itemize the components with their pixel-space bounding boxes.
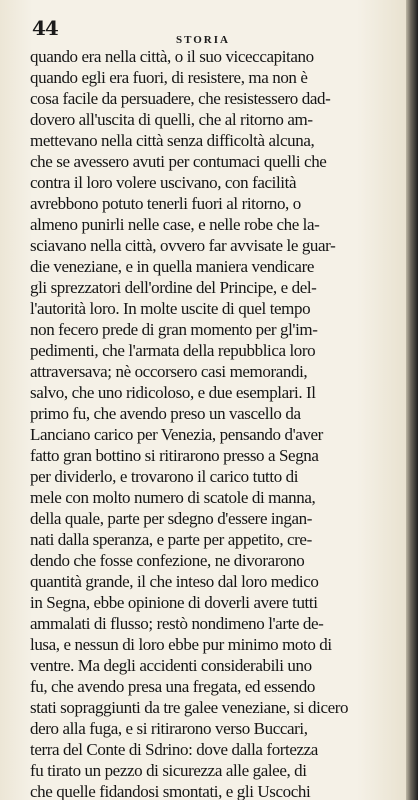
text-line: avrebbono potuto tenerli fuori al ritorno, o bbox=[30, 194, 301, 213]
text-line: per dividerlo, e trovarono il carico tutto di bbox=[30, 467, 299, 486]
page-edge-shadow bbox=[406, 0, 418, 800]
text-line: die veneziane, e in quella maniera vendicare bbox=[30, 257, 314, 276]
text-line: contra il loro volere uscivano, con facilità bbox=[30, 173, 297, 192]
text-line: quantità grande, il che inteso dal loro medico bbox=[30, 572, 319, 591]
text-line: mele con molto numero di scatole di manna, bbox=[30, 488, 316, 507]
body-text bbox=[30, 46, 406, 800]
text-line: almeno punirli nelle case, e nelle robe che la- bbox=[30, 215, 320, 234]
text-line: quando egli era fuori, di resistere, ma non è bbox=[30, 68, 308, 87]
text-line: attraversava; nè occorsero casi memorandi, bbox=[30, 362, 308, 381]
text-line: salvo, che uno ridicoloso, e due esemplari. Il bbox=[30, 383, 316, 402]
text-line: fatto gran bottino si ritirarono presso a Segna bbox=[30, 446, 319, 465]
text-line: quando era nella città, o il suo viceccapitano bbox=[30, 47, 314, 66]
text-line: cosa facile da persuadere, che resistessero dad- bbox=[30, 89, 331, 108]
text-line: terra del Conte di Sdrino: dove dalla fortezza bbox=[30, 740, 318, 759]
text-line: ventre. Ma degli accidenti considerabili uno bbox=[30, 656, 312, 675]
text-line: lusa, e nessun di loro ebbe pur minimo moto di bbox=[30, 635, 332, 654]
running-head: STORIA bbox=[176, 34, 230, 46]
text-line: della quale, parte per sdegno d'essere ingan- bbox=[30, 509, 312, 528]
text-line: l'autorità loro. In molte uscite di quel tempo bbox=[30, 299, 311, 318]
text-line: mettevano nella città senza difficoltà alcuna, bbox=[30, 131, 315, 150]
text-line: che se avessero avuti per contumaci quelli che bbox=[30, 152, 327, 171]
text-line: fu tirato un pezzo di sicurezza alle galee, di bbox=[30, 761, 307, 780]
text-line: non fecero prede di gran momento per gl'im- bbox=[30, 320, 318, 339]
text-line: dovero all'uscita di quelli, che al ritorno am- bbox=[30, 110, 313, 129]
text-line: ammalati di flusso; restò nondimeno l'arte de- bbox=[30, 614, 324, 633]
text-line: Lanciano carico per Venezia, pensando d'aver bbox=[30, 425, 323, 444]
text-line: dendo che fosse confezione, ne divorarono bbox=[30, 551, 305, 570]
text-line: in Segna, ebbe opinione di doverli avere tutti bbox=[30, 593, 318, 612]
text-line: che quelle fidandosi smontati, e gli Uscochi bbox=[30, 782, 311, 800]
text-line: nati dalla speranza, e parte per appetito, cre- bbox=[30, 530, 312, 549]
text-line: pedimenti, che l'armata della repubblica loro bbox=[30, 341, 316, 360]
page-number: 44 bbox=[32, 16, 58, 40]
text-line: dero alla fuga, e si ritirarono verso Buccari, bbox=[30, 719, 308, 738]
text-line: primo fu, che avendo preso un vascello da bbox=[30, 404, 301, 423]
text-line: sciavano nella città, ovvero far avvisate le guar- bbox=[30, 236, 336, 255]
text-line: fu, che avendo presa una fregata, ed essendo bbox=[30, 677, 315, 696]
text-line: gli sprezzatori dell'ordine del Principe, e del- bbox=[30, 278, 317, 297]
text-line: stati sopraggiunti da tre galee veneziane, si dicero bbox=[30, 698, 349, 717]
